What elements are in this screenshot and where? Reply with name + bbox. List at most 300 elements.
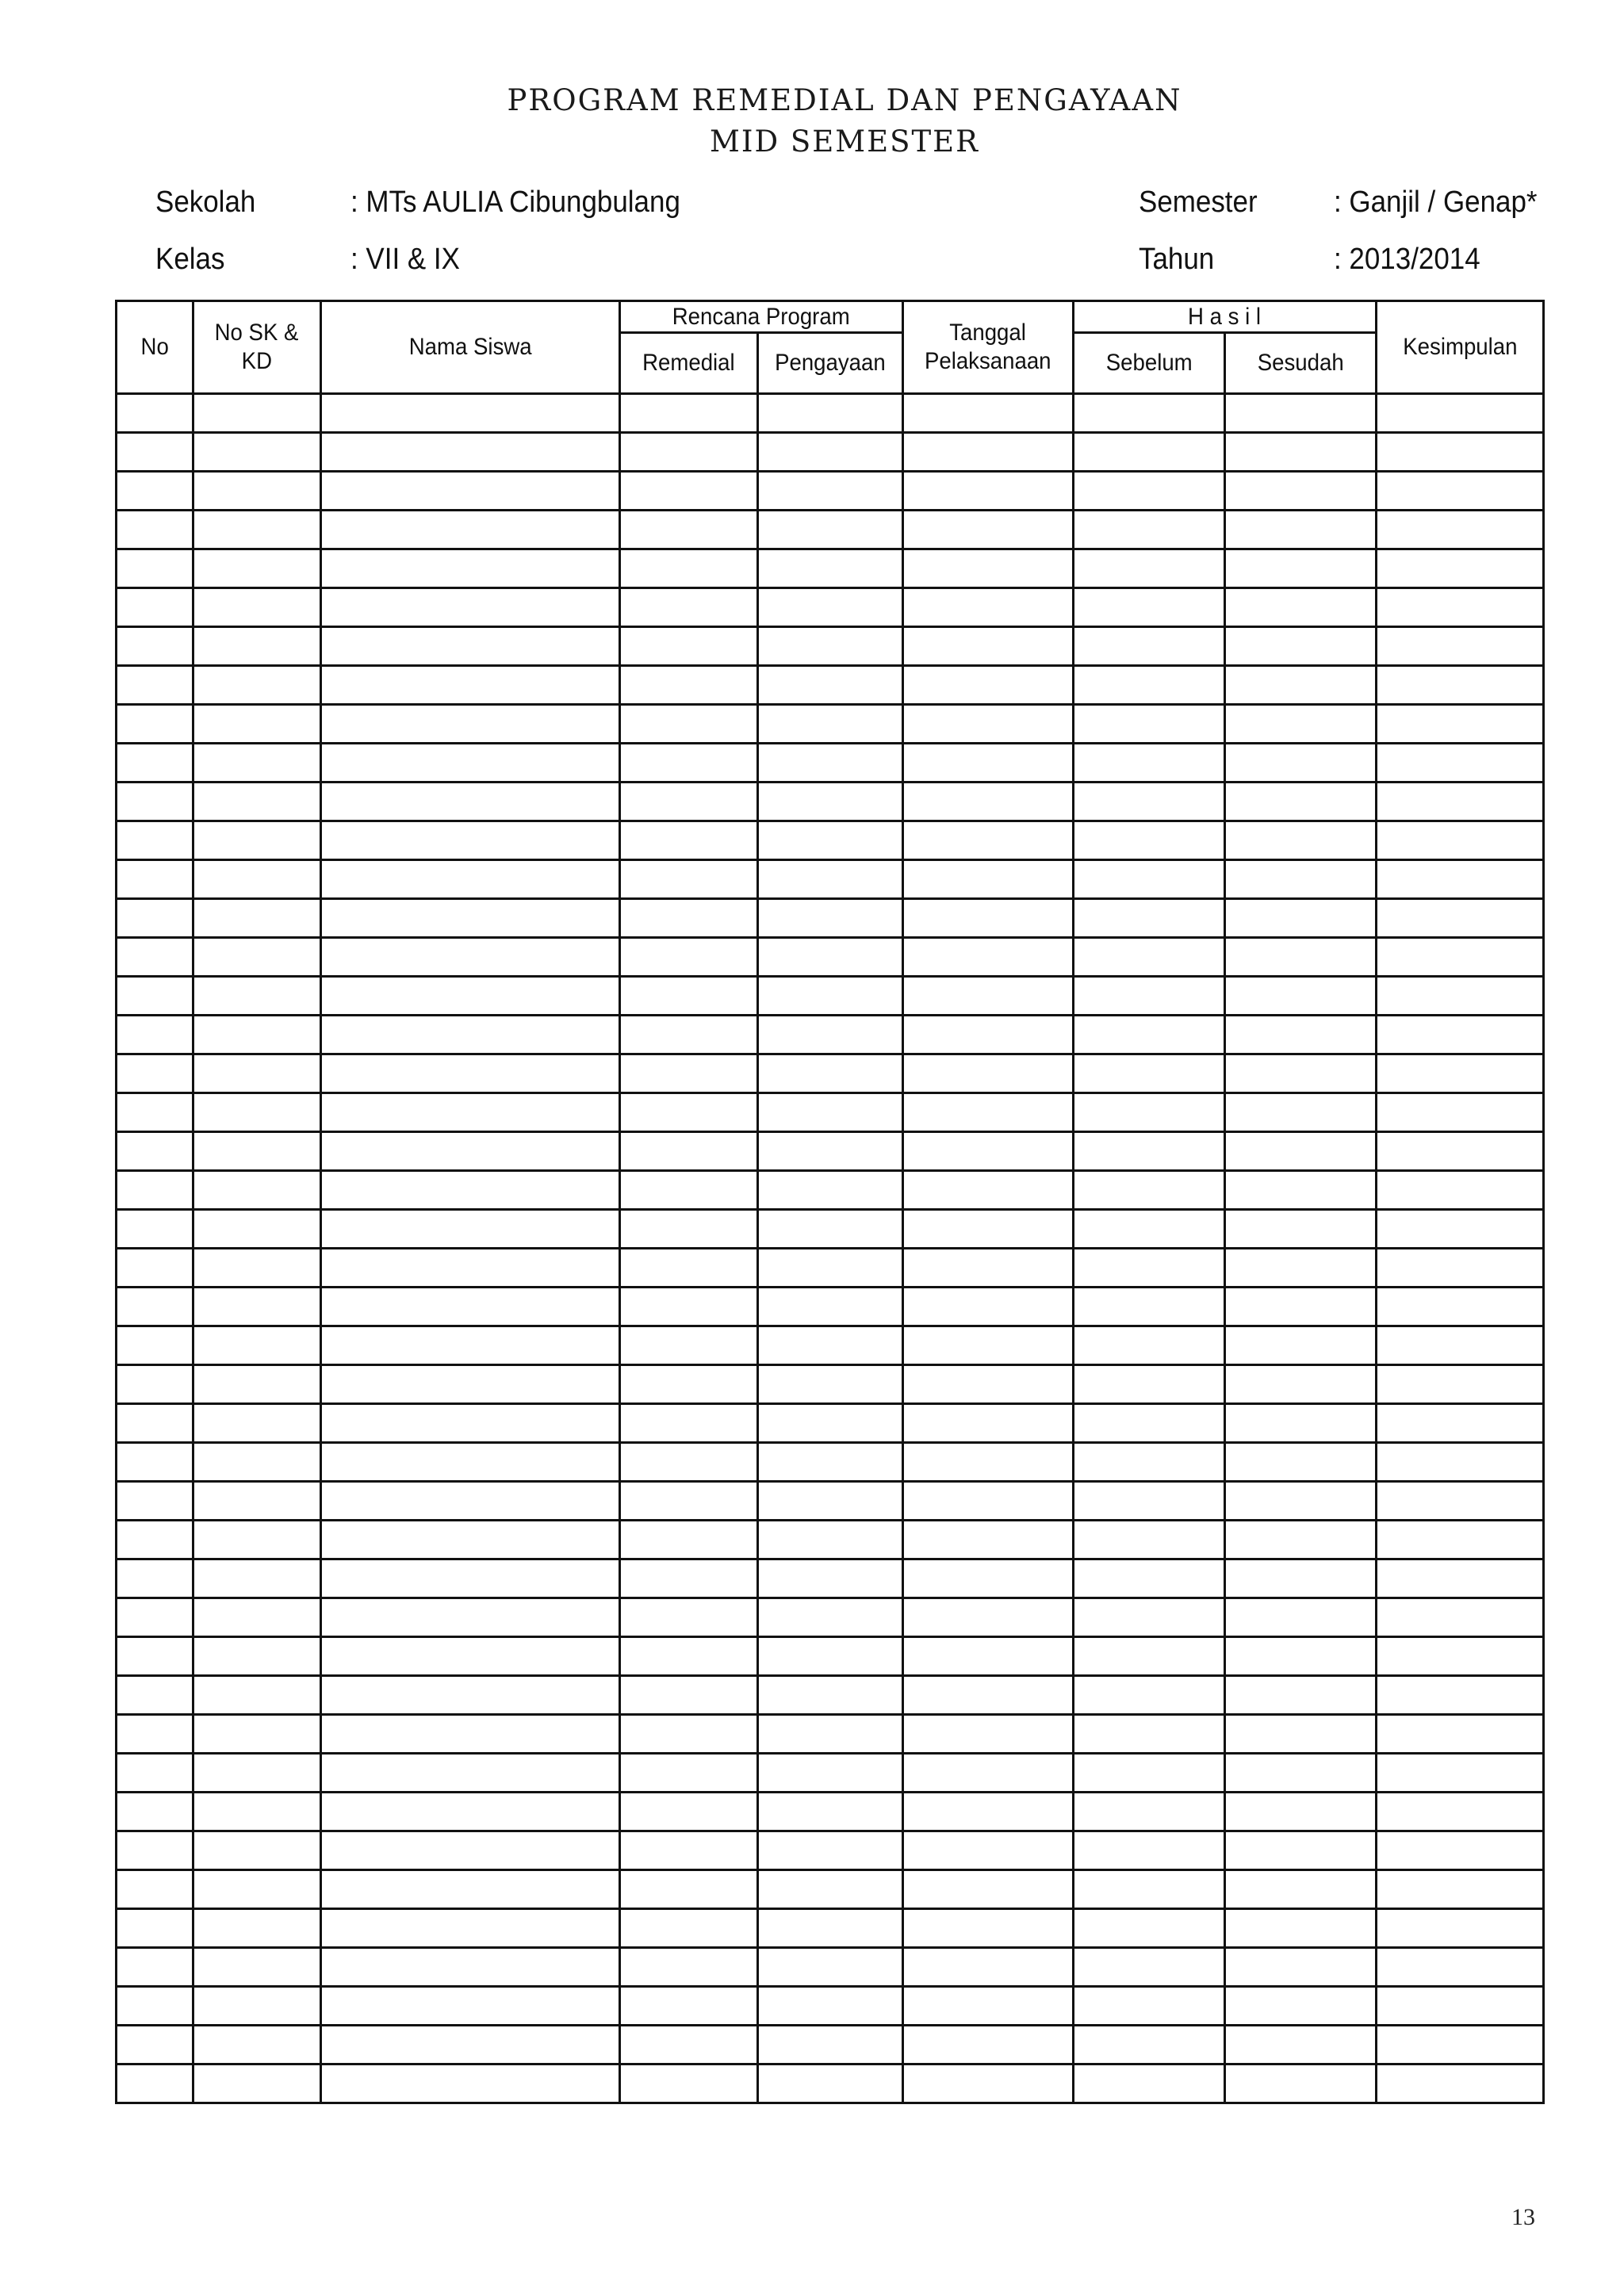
cell-pengayaan xyxy=(758,1482,903,1521)
cell-sesudah xyxy=(1225,1443,1377,1482)
cell-sesudah xyxy=(1225,744,1377,783)
cell-no xyxy=(117,1987,193,2026)
table-row xyxy=(117,1676,1544,1715)
cell-sesudah xyxy=(1225,627,1377,666)
cell-no-sk-kd xyxy=(193,588,321,627)
cell-pengayaan xyxy=(758,1754,903,1793)
cell-no xyxy=(117,1909,193,1948)
cell-remedial xyxy=(620,1598,758,1637)
cell-no-sk-kd xyxy=(193,1443,321,1482)
cell-kesimpulan xyxy=(1377,472,1544,511)
table-row xyxy=(117,1443,1544,1482)
cell-sebelum xyxy=(1074,666,1225,705)
cell-no xyxy=(117,1016,193,1054)
cell-sesudah xyxy=(1225,1365,1377,1404)
cell-no-sk-kd xyxy=(193,1054,321,1093)
table-row xyxy=(117,1326,1544,1365)
cell-nama-siswa xyxy=(321,588,620,627)
cell-kesimpulan xyxy=(1377,1676,1544,1715)
cell-no xyxy=(117,511,193,549)
cell-remedial xyxy=(620,860,758,899)
cell-no-sk-kd xyxy=(193,977,321,1016)
cell-tanggal xyxy=(903,511,1074,549)
cell-sebelum xyxy=(1074,744,1225,783)
cell-no xyxy=(117,821,193,860)
cell-no xyxy=(117,1288,193,1326)
cell-nama-siswa xyxy=(321,1598,620,1637)
semester-value: : Ganjil / Genap* xyxy=(1334,186,1538,219)
cell-remedial xyxy=(620,899,758,938)
cell-remedial xyxy=(620,1870,758,1909)
cell-tanggal xyxy=(903,1637,1074,1676)
cell-sesudah xyxy=(1225,2026,1377,2064)
table-row xyxy=(117,1288,1544,1326)
cell-sebelum xyxy=(1074,1210,1225,1249)
cell-remedial xyxy=(620,1016,758,1054)
table-row xyxy=(117,1093,1544,1132)
cell-no xyxy=(117,938,193,977)
table-row xyxy=(117,511,1544,549)
cell-no-sk-kd xyxy=(193,1870,321,1909)
cell-no xyxy=(117,1521,193,1559)
cell-nama-siswa xyxy=(321,2026,620,2064)
cell-sesudah xyxy=(1225,394,1377,433)
cell-nama-siswa xyxy=(321,1909,620,1948)
cell-pengayaan xyxy=(758,899,903,938)
cell-no xyxy=(117,1365,193,1404)
cell-remedial xyxy=(620,1637,758,1676)
cell-remedial xyxy=(620,1482,758,1521)
cell-nama-siswa xyxy=(321,1054,620,1093)
cell-sesudah xyxy=(1225,1909,1377,1948)
header-hasil: H a s i l xyxy=(1074,301,1377,333)
cell-remedial xyxy=(620,1210,758,1249)
cell-remedial xyxy=(620,977,758,1016)
cell-tanggal xyxy=(903,1054,1074,1093)
table-row xyxy=(117,1171,1544,1210)
cell-remedial xyxy=(620,821,758,860)
cell-no xyxy=(117,433,193,472)
cell-remedial xyxy=(620,1054,758,1093)
cell-sebelum xyxy=(1074,511,1225,549)
cell-sesudah xyxy=(1225,1016,1377,1054)
cell-nama-siswa xyxy=(321,1831,620,1870)
cell-sesudah xyxy=(1225,1288,1377,1326)
cell-sebelum xyxy=(1074,977,1225,1016)
cell-no-sk-kd xyxy=(193,1210,321,1249)
table-row xyxy=(117,588,1544,627)
cell-tanggal xyxy=(903,549,1074,588)
cell-remedial xyxy=(620,588,758,627)
cell-sesudah xyxy=(1225,588,1377,627)
cell-kesimpulan xyxy=(1377,1443,1544,1482)
cell-pengayaan xyxy=(758,1637,903,1676)
cell-kesimpulan xyxy=(1377,938,1544,977)
cell-sebelum xyxy=(1074,1171,1225,1210)
cell-sebelum xyxy=(1074,1559,1225,1598)
cell-no xyxy=(117,666,193,705)
cell-pengayaan xyxy=(758,1249,903,1288)
cell-nama-siswa xyxy=(321,1987,620,2026)
cell-no xyxy=(117,627,193,666)
cell-no xyxy=(117,1443,193,1482)
table-row xyxy=(117,1365,1544,1404)
cell-remedial xyxy=(620,666,758,705)
table-row xyxy=(117,1793,1544,1831)
cell-pengayaan xyxy=(758,1210,903,1249)
cell-sesudah xyxy=(1225,1715,1377,1754)
header-nama-siswa: Nama Siswa xyxy=(321,301,620,394)
table-row xyxy=(117,899,1544,938)
cell-kesimpulan xyxy=(1377,899,1544,938)
table-row xyxy=(117,549,1544,588)
cell-sebelum xyxy=(1074,1948,1225,1987)
cell-no-sk-kd xyxy=(193,472,321,511)
cell-pengayaan xyxy=(758,627,903,666)
cell-kesimpulan xyxy=(1377,977,1544,1016)
cell-tanggal xyxy=(903,1909,1074,1948)
cell-no-sk-kd xyxy=(193,783,321,821)
cell-pengayaan xyxy=(758,744,903,783)
cell-kesimpulan xyxy=(1377,2064,1544,2103)
cell-remedial xyxy=(620,1093,758,1132)
cell-remedial xyxy=(620,1365,758,1404)
cell-nama-siswa xyxy=(321,1443,620,1482)
cell-nama-siswa xyxy=(321,666,620,705)
cell-no xyxy=(117,860,193,899)
cell-sesudah xyxy=(1225,705,1377,744)
tahun-label: Tahun xyxy=(1139,243,1215,276)
cell-no xyxy=(117,588,193,627)
cell-tanggal xyxy=(903,1715,1074,1754)
cell-tanggal xyxy=(903,977,1074,1016)
cell-nama-siswa xyxy=(321,1326,620,1365)
cell-sebelum xyxy=(1074,1637,1225,1676)
cell-pengayaan xyxy=(758,511,903,549)
table-row xyxy=(117,1054,1544,1093)
table-row xyxy=(117,1404,1544,1443)
cell-sebelum xyxy=(1074,1598,1225,1637)
cell-no xyxy=(117,1132,193,1171)
cell-sebelum xyxy=(1074,2026,1225,2064)
cell-sebelum xyxy=(1074,1288,1225,1326)
cell-no-sk-kd xyxy=(193,1016,321,1054)
cell-remedial xyxy=(620,783,758,821)
cell-remedial xyxy=(620,511,758,549)
cell-sesudah xyxy=(1225,1948,1377,1987)
cell-remedial xyxy=(620,1132,758,1171)
cell-no-sk-kd xyxy=(193,1249,321,1288)
cell-sesudah xyxy=(1225,1598,1377,1637)
cell-sesudah xyxy=(1225,472,1377,511)
cell-kesimpulan xyxy=(1377,783,1544,821)
cell-sebelum xyxy=(1074,1676,1225,1715)
cell-kesimpulan xyxy=(1377,1288,1544,1326)
kelas-label: Kelas xyxy=(155,243,225,276)
cell-tanggal xyxy=(903,1676,1074,1715)
cell-kesimpulan xyxy=(1377,1054,1544,1093)
table-row xyxy=(117,1715,1544,1754)
cell-no-sk-kd xyxy=(193,2064,321,2103)
cell-nama-siswa xyxy=(321,472,620,511)
cell-pengayaan xyxy=(758,1870,903,1909)
cell-tanggal xyxy=(903,1288,1074,1326)
cell-sebelum xyxy=(1074,1249,1225,1288)
cell-no-sk-kd xyxy=(193,1521,321,1559)
cell-remedial xyxy=(620,1326,758,1365)
cell-kesimpulan xyxy=(1377,627,1544,666)
cell-kesimpulan xyxy=(1377,1249,1544,1288)
header-tanggal-pelaksanaan: Tanggal Pelaksanaan xyxy=(903,301,1074,394)
cell-sesudah xyxy=(1225,938,1377,977)
cell-no xyxy=(117,549,193,588)
table-row xyxy=(117,1210,1544,1249)
cell-no xyxy=(117,2026,193,2064)
kelas-value: : VII & IX xyxy=(350,243,460,276)
cell-nama-siswa xyxy=(321,1482,620,1521)
cell-sebelum xyxy=(1074,549,1225,588)
cell-no xyxy=(117,2064,193,2103)
cell-remedial xyxy=(620,2064,758,2103)
cell-sebelum xyxy=(1074,1754,1225,1793)
cell-tanggal xyxy=(903,1987,1074,2026)
cell-sesudah xyxy=(1225,1249,1377,1288)
table-row xyxy=(117,433,1544,472)
table-row xyxy=(117,1598,1544,1637)
table-row xyxy=(117,627,1544,666)
cell-pengayaan xyxy=(758,821,903,860)
cell-kesimpulan xyxy=(1377,549,1544,588)
cell-sesudah xyxy=(1225,1482,1377,1521)
cell-sebelum xyxy=(1074,821,1225,860)
cell-no xyxy=(117,1559,193,1598)
cell-tanggal xyxy=(903,899,1074,938)
cell-kesimpulan xyxy=(1377,511,1544,549)
cell-sesudah xyxy=(1225,977,1377,1016)
table-row xyxy=(117,2064,1544,2103)
cell-nama-siswa xyxy=(321,977,620,1016)
cell-remedial xyxy=(620,472,758,511)
cell-pengayaan xyxy=(758,588,903,627)
cell-pengayaan xyxy=(758,1948,903,1987)
cell-remedial xyxy=(620,1754,758,1793)
cell-remedial xyxy=(620,1288,758,1326)
cell-nama-siswa xyxy=(321,705,620,744)
cell-no xyxy=(117,1482,193,1521)
cell-sebelum xyxy=(1074,1093,1225,1132)
cell-tanggal xyxy=(903,1948,1074,1987)
cell-nama-siswa xyxy=(321,899,620,938)
cell-sesudah xyxy=(1225,1210,1377,1249)
cell-tanggal xyxy=(903,1831,1074,1870)
cell-no-sk-kd xyxy=(193,744,321,783)
table-row xyxy=(117,860,1544,899)
cell-kesimpulan xyxy=(1377,1093,1544,1132)
cell-tanggal xyxy=(903,2064,1074,2103)
cell-sebelum xyxy=(1074,1870,1225,1909)
cell-no xyxy=(117,1715,193,1754)
cell-no-sk-kd xyxy=(193,860,321,899)
cell-tanggal xyxy=(903,1365,1074,1404)
cell-sebelum xyxy=(1074,1054,1225,1093)
cell-pengayaan xyxy=(758,938,903,977)
document-subtitle: MID SEMESTER xyxy=(709,124,980,159)
cell-no xyxy=(117,1676,193,1715)
cell-pengayaan xyxy=(758,1443,903,1482)
table-row xyxy=(117,1016,1544,1054)
cell-nama-siswa xyxy=(321,938,620,977)
table-row xyxy=(117,1870,1544,1909)
cell-nama-siswa xyxy=(321,1948,620,1987)
cell-tanggal xyxy=(903,433,1074,472)
cell-sesudah xyxy=(1225,1637,1377,1676)
cell-tanggal xyxy=(903,1559,1074,1598)
cell-no-sk-kd xyxy=(193,1637,321,1676)
cell-no xyxy=(117,1637,193,1676)
cell-no-sk-kd xyxy=(193,1404,321,1443)
cell-no-sk-kd xyxy=(193,1715,321,1754)
cell-kesimpulan xyxy=(1377,433,1544,472)
cell-no xyxy=(117,783,193,821)
cell-no xyxy=(117,1249,193,1288)
header-no: No xyxy=(117,301,193,394)
cell-nama-siswa xyxy=(321,1676,620,1715)
cell-nama-siswa xyxy=(321,511,620,549)
cell-pengayaan xyxy=(758,1521,903,1559)
table-row xyxy=(117,1909,1544,1948)
cell-no xyxy=(117,1210,193,1249)
cell-no xyxy=(117,1870,193,1909)
cell-tanggal xyxy=(903,1210,1074,1249)
table-row xyxy=(117,1637,1544,1676)
cell-tanggal xyxy=(903,1443,1074,1482)
cell-kesimpulan xyxy=(1377,1987,1544,2026)
cell-nama-siswa xyxy=(321,1404,620,1443)
cell-sesudah xyxy=(1225,2064,1377,2103)
cell-sebelum xyxy=(1074,705,1225,744)
cell-pengayaan xyxy=(758,1715,903,1754)
cell-tanggal xyxy=(903,1404,1074,1443)
cell-pengayaan xyxy=(758,1016,903,1054)
cell-kesimpulan xyxy=(1377,1948,1544,1987)
cell-pengayaan xyxy=(758,1054,903,1093)
cell-tanggal xyxy=(903,705,1074,744)
sekolah-label: Sekolah xyxy=(155,186,256,219)
cell-pengayaan xyxy=(758,549,903,588)
cell-sesudah xyxy=(1225,1987,1377,2026)
cell-sebelum xyxy=(1074,1987,1225,2026)
semester-label: Semester xyxy=(1139,186,1258,219)
cell-tanggal xyxy=(903,938,1074,977)
cell-sebelum xyxy=(1074,627,1225,666)
cell-tanggal xyxy=(903,783,1074,821)
cell-pengayaan xyxy=(758,1559,903,1598)
cell-pengayaan xyxy=(758,1676,903,1715)
cell-sebelum xyxy=(1074,433,1225,472)
cell-sebelum xyxy=(1074,1793,1225,1831)
cell-no-sk-kd xyxy=(193,1987,321,2026)
cell-pengayaan xyxy=(758,1171,903,1210)
table-row xyxy=(117,472,1544,511)
cell-nama-siswa xyxy=(321,1715,620,1754)
cell-tanggal xyxy=(903,627,1074,666)
cell-nama-siswa xyxy=(321,1559,620,1598)
table-body xyxy=(117,394,1544,2103)
cell-nama-siswa xyxy=(321,1365,620,1404)
cell-kesimpulan xyxy=(1377,1754,1544,1793)
page-number: 13 xyxy=(1511,2204,1535,2230)
cell-sebelum xyxy=(1074,588,1225,627)
cell-sesudah xyxy=(1225,783,1377,821)
cell-pengayaan xyxy=(758,1987,903,2026)
cell-no xyxy=(117,1793,193,1831)
cell-sesudah xyxy=(1225,1521,1377,1559)
cell-nama-siswa xyxy=(321,627,620,666)
table-row xyxy=(117,1482,1544,1521)
cell-sebelum xyxy=(1074,1909,1225,1948)
cell-no-sk-kd xyxy=(193,2026,321,2064)
cell-kesimpulan xyxy=(1377,1598,1544,1637)
cell-pengayaan xyxy=(758,1598,903,1637)
cell-sesudah xyxy=(1225,1754,1377,1793)
cell-sesudah xyxy=(1225,1676,1377,1715)
cell-nama-siswa xyxy=(321,1288,620,1326)
cell-tanggal xyxy=(903,1326,1074,1365)
cell-remedial xyxy=(620,2026,758,2064)
cell-nama-siswa xyxy=(321,821,620,860)
cell-sesudah xyxy=(1225,433,1377,472)
cell-sesudah xyxy=(1225,511,1377,549)
cell-remedial xyxy=(620,394,758,433)
cell-no xyxy=(117,1598,193,1637)
cell-sebelum xyxy=(1074,1482,1225,1521)
cell-tanggal xyxy=(903,1521,1074,1559)
cell-sesudah xyxy=(1225,1793,1377,1831)
cell-remedial xyxy=(620,433,758,472)
cell-nama-siswa xyxy=(321,1870,620,1909)
cell-nama-siswa xyxy=(321,1016,620,1054)
cell-no-sk-kd xyxy=(193,1754,321,1793)
cell-sebelum xyxy=(1074,1132,1225,1171)
cell-remedial xyxy=(620,1171,758,1210)
cell-tanggal xyxy=(903,588,1074,627)
cell-nama-siswa xyxy=(321,549,620,588)
cell-pengayaan xyxy=(758,666,903,705)
cell-no-sk-kd xyxy=(193,511,321,549)
table-row xyxy=(117,2026,1544,2064)
cell-tanggal xyxy=(903,1093,1074,1132)
table-row xyxy=(117,394,1544,433)
cell-nama-siswa xyxy=(321,1793,620,1831)
cell-remedial xyxy=(620,1676,758,1715)
cell-tanggal xyxy=(903,1016,1074,1054)
cell-pengayaan xyxy=(758,1909,903,1948)
cell-pengayaan xyxy=(758,1793,903,1831)
cell-pengayaan xyxy=(758,1132,903,1171)
cell-kesimpulan xyxy=(1377,1559,1544,1598)
table-row xyxy=(117,1521,1544,1559)
cell-sebelum xyxy=(1074,1016,1225,1054)
table-row xyxy=(117,744,1544,783)
header-rencana-program: Rencana Program xyxy=(620,301,903,333)
table-row xyxy=(117,1559,1544,1598)
cell-kesimpulan xyxy=(1377,1870,1544,1909)
cell-kesimpulan xyxy=(1377,1016,1544,1054)
cell-tanggal xyxy=(903,744,1074,783)
header-no-sk-kd: No SK & KD xyxy=(193,301,321,394)
cell-pengayaan xyxy=(758,2064,903,2103)
cell-no-sk-kd xyxy=(193,1326,321,1365)
